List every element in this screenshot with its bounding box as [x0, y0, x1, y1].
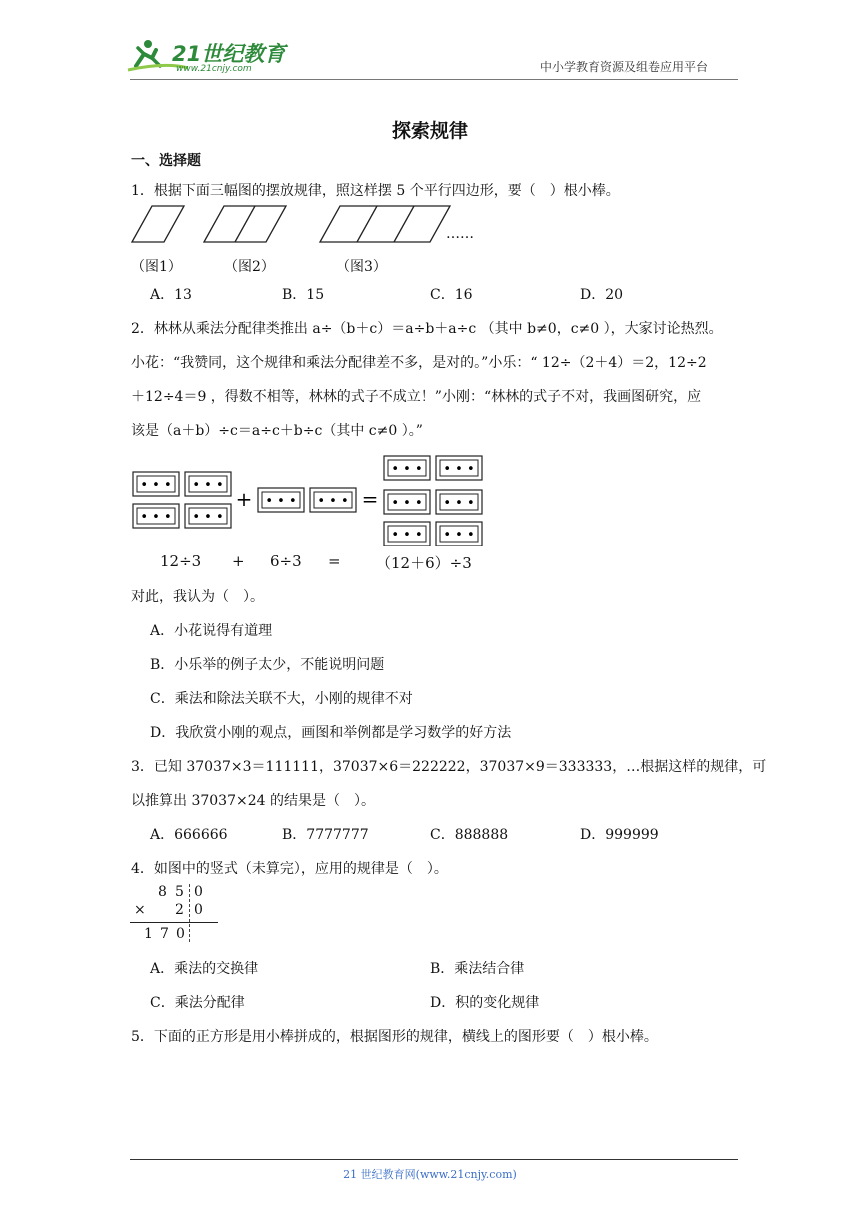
figure-label-2: （图2） — [224, 259, 275, 275]
dot-box — [133, 504, 179, 528]
q2-option-d[interactable]: D．我欣赏小刚的观点，画图和举例都是学习数学的好方法 — [150, 725, 512, 741]
parallelogram-3 — [320, 206, 450, 242]
figure-label-3: （图3） — [336, 259, 387, 275]
footer-text: 21 世纪教育网(www.21cnjy.com) — [343, 1168, 517, 1181]
q4-option-b[interactable]: B．乘法结合律 — [430, 961, 525, 977]
dot-box — [185, 504, 231, 528]
logo-text: 21世纪教育 — [172, 42, 286, 66]
parallelogram-1 — [132, 206, 184, 242]
dot-box — [384, 490, 430, 514]
section-heading: 一、选择题 — [131, 153, 201, 169]
q2-option-b[interactable]: B．小乐举的例子太少，不能说明问题 — [150, 657, 385, 673]
q3-option-c[interactable]: C．888888 — [430, 827, 509, 843]
vertical-multiplication: 8 5 0 × 2 0 1 7 0 — [128, 884, 224, 944]
q2-option-a[interactable]: A．小花说得有道理 — [150, 623, 273, 639]
dot-box-dots: • • • — [391, 496, 423, 511]
footer-divider — [130, 1159, 738, 1160]
q1-option-c[interactable]: C．16 — [430, 287, 473, 303]
q4-option-a[interactable]: A．乘法的交换律 — [150, 961, 259, 977]
dot-box — [258, 488, 304, 512]
dot-box-dots: • • • — [443, 462, 475, 477]
caption-equals: = — [328, 552, 341, 570]
figure-equals-sign: = — [361, 487, 379, 511]
caption-plus: + — [232, 552, 245, 570]
q3-option-a[interactable]: A．666666 — [150, 827, 228, 843]
q4-option-c[interactable]: C．乘法分配律 — [150, 995, 245, 1011]
question-3-line-2: 以推算出 37037×24 的结果是（ ）。 — [131, 793, 375, 809]
vertical-rule — [130, 922, 218, 923]
q3-option-b[interactable]: B．7777777 — [282, 827, 369, 843]
dot-box-dots: • • • — [140, 478, 172, 493]
dot-box-dots: • • • — [192, 478, 224, 493]
question-2-line-1: 2．林林从乘法分配律类推出 a÷（b＋c）＝a÷b＋a÷c （其中 b≠0，c≠0 ），大家讨论热烈。 — [131, 321, 723, 337]
question-4-text: 4．如图中的竖式（未算完），应用的规律是（ ）。 — [131, 861, 448, 877]
q2-option-c[interactable]: C．乘法和除法关联不大，小刚的规律不对 — [150, 691, 413, 707]
figure-label-1: （图1） — [131, 259, 182, 275]
dot-box — [436, 456, 482, 480]
dot-box-dots: • • • — [443, 528, 475, 543]
q3-option-d[interactable]: D．999999 — [580, 827, 659, 843]
q1-option-a[interactable]: A．13 — [150, 287, 192, 303]
question-2-line-2: 小花：“我赞同，这个规律和乘法分配律差不多，是对的。”小乐：“ 12÷（2＋4）＝2，12÷2 — [131, 355, 707, 371]
header-divider — [130, 79, 738, 80]
dot-box — [436, 522, 482, 546]
dot-box — [185, 472, 231, 496]
dot-box — [384, 522, 430, 546]
page-title: 探索规律 — [391, 120, 468, 142]
dot-box-dots: • • • — [391, 462, 423, 477]
question-2-line-4: 该是（a＋b）÷c＝a÷c＋b÷c（其中 c≠0 ）。” — [131, 423, 423, 439]
dot-box-dots: • • • — [265, 494, 297, 509]
dot-box — [310, 488, 356, 512]
logo-url: www.21cnjy.com — [176, 64, 252, 74]
parallelogram-figures — [128, 202, 488, 248]
dot-box-dots: • • • — [317, 494, 349, 509]
dot-box-dots: • • • — [443, 496, 475, 511]
dashed-separator — [189, 884, 190, 942]
q1-option-b[interactable]: B．15 — [282, 287, 325, 303]
dot-box-dots: • • • — [391, 528, 423, 543]
q1-option-d[interactable]: D．20 — [580, 287, 624, 303]
caption-sum-div-3: （12＋6）÷3 — [376, 554, 472, 572]
dot-box — [133, 472, 179, 496]
question-1-text: 1．根据下面三幅图的摆放规律，照这样摆 5 个平行四边形，要（ ）根小棒。 — [131, 183, 620, 199]
ellipsis: …… — [446, 226, 474, 242]
question-2-line-3: ＋12÷4＝9 ，得数不相等，林林的式子不成立！”小刚：“林林的式子不对，我画图研究，应 — [131, 389, 702, 405]
question-2-prompt: 对此，我认为（ ）。 — [131, 589, 264, 605]
site-logo — [126, 36, 286, 78]
dot-box — [436, 490, 482, 514]
q4-option-d[interactable]: D．积的变化规律 — [430, 995, 540, 1011]
dot-box — [384, 456, 430, 480]
caption-6-div-3: 6÷3 — [270, 552, 302, 570]
times-sign: × — [134, 902, 146, 918]
dot-box-dots: • • • — [192, 510, 224, 525]
dot-box-figure — [128, 450, 488, 546]
question-5-text: 5．下面的正方形是用小棒拼成的，根据图形的规律，横线上的图形要（ ）根小棒。 — [131, 1029, 658, 1045]
dot-box-dots: • • • — [140, 510, 172, 525]
header-platform-text: 中小学教育资源及组卷应用平台 — [540, 60, 709, 74]
figure-plus-sign: + — [235, 487, 253, 511]
caption-12-div-3: 12÷3 — [160, 552, 202, 570]
question-3-line-1: 3．已知 37037×3＝111111，37037×6＝222222，37037×9＝333333，…根据这样的规律，可 — [131, 759, 767, 775]
